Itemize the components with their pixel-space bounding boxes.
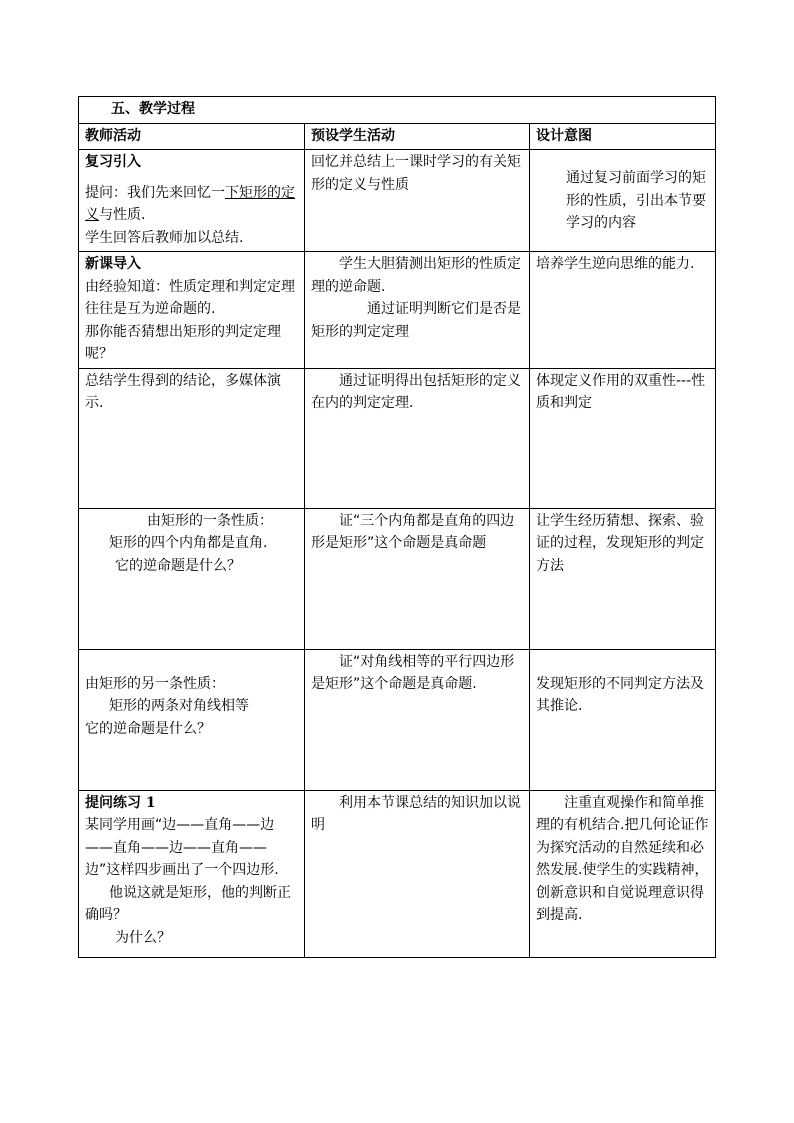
intent-cell	[530, 649, 716, 790]
intent-text: 注重直观操作和简单推理的有机结合.把几何论证作为探究活动的自然延续和必然发展.使学生的实践精神，创新意识和自觉说理意识得到提高.	[536, 794, 709, 923]
intent-cell: 培养学生逆向思维的能力.	[530, 252, 716, 369]
student-cell	[305, 252, 530, 369]
intent-cell	[530, 790, 716, 957]
table-row	[79, 790, 716, 957]
intent-text: 发现矩形的不同判定方法及其推论.	[536, 675, 704, 714]
student-text: 证“对角线相等的平行四边形是矩形”这个命题是真命题.	[311, 653, 515, 692]
teacher-text: 某同学用画“边——直角——边——直角——边——直角——边”这样四步画出了一个四边形.	[85, 817, 279, 878]
student-cell	[305, 649, 530, 790]
intent-cell	[530, 150, 716, 252]
student-cell: 回忆并总结上一课时学习的有关矩形的定义与性质	[305, 150, 530, 252]
teacher-text: 那你能否猜想出矩形的判定定理呢？	[85, 323, 281, 362]
row-label: 提问练习 1	[85, 794, 156, 811]
table-row	[79, 508, 716, 649]
student-text: 利用本节课总结的知识加以说明	[311, 794, 521, 833]
teacher-cell: 总结学生得到的结论，多媒体演示.	[79, 368, 305, 508]
header-student-activity: 预设学生活动	[305, 123, 530, 150]
teacher-text: 它的逆命题是什么？	[115, 557, 241, 574]
header-teacher-activity: 教师活动	[79, 123, 305, 150]
teacher-text: 由经验知道：性质定理和判定定理往往是互为逆命题的.	[85, 278, 295, 317]
teacher-cell	[79, 252, 305, 369]
teacher-cell	[79, 508, 305, 649]
table-header-row	[79, 123, 716, 150]
intent-cell: 体现定义作用的双重性---性质和判定	[530, 368, 716, 508]
teacher-text: 他说这就是矩形，他的判断正确吗？	[85, 884, 291, 923]
teacher-text: 矩形的四个内角都是直角.	[109, 535, 268, 551]
header-design-intent: 设计意图	[530, 123, 716, 150]
teacher-text: 它的逆命题是什么？	[85, 720, 211, 737]
teacher-text: 由矩形的另一条性质：	[85, 675, 225, 692]
row-label: 复习引入	[85, 154, 141, 170]
table-row	[79, 368, 716, 508]
teacher-text: 矩形的两条对角线相等	[109, 698, 249, 714]
student-cell	[305, 508, 530, 649]
student-cell	[305, 790, 530, 957]
intent-text: 通过复习前面学习的矩形的性质，引出本节要学习的内容	[566, 170, 706, 231]
teacher-cell	[79, 150, 305, 252]
student-text: 通过证明判断它们是否是矩形的判定定理	[311, 301, 521, 340]
intent-cell: 让学生经历猜想、探索、验证的过程，发现矩形的判定方法	[530, 508, 716, 649]
teacher-cell	[79, 649, 305, 790]
teacher-cell	[79, 790, 305, 957]
table-row	[79, 150, 716, 252]
teacher-text: 由矩形的一条性质：	[147, 512, 273, 529]
section-title: 五、教学过程	[79, 97, 716, 124]
student-cell	[305, 368, 530, 508]
row-label: 新课导入	[85, 256, 141, 272]
table-row	[79, 252, 716, 369]
student-text: 证“三个内角都是直角的四边形是矩形”这个命题是真命题	[311, 512, 515, 551]
teacher-text: 为什么？	[115, 929, 171, 946]
teaching-process-table	[78, 96, 716, 958]
student-text: 学生大胆猜测出矩形的性质定理的逆命题.	[311, 256, 521, 295]
review-summary: 学生回答后教师加以总结.	[85, 229, 244, 246]
student-text: 通过证明得出包括矩形的定义在内的判定定理.	[311, 372, 521, 411]
review-question: 提问：我们先来回忆一下矩形的定义与性质.	[85, 184, 295, 223]
table-row	[79, 649, 716, 790]
